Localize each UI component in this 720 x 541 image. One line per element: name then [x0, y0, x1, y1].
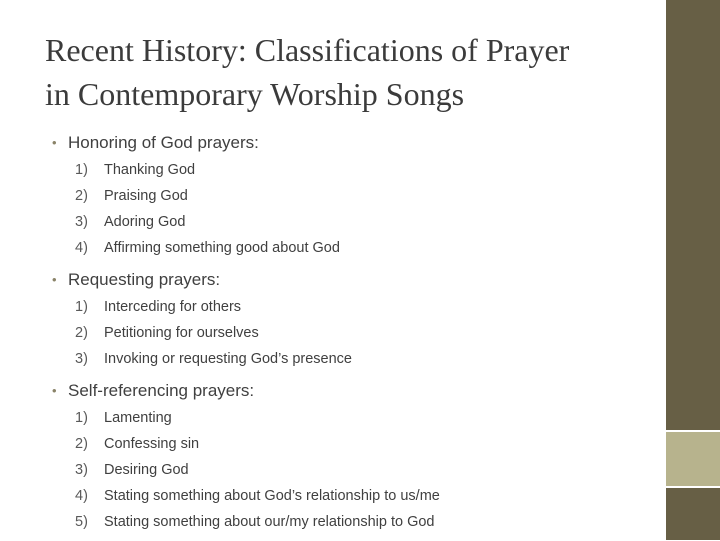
- sidebar-divider: [666, 486, 720, 488]
- item-text: Petitioning for ourselves: [104, 325, 259, 341]
- list-item: [52, 294, 652, 320]
- item-number: 2): [75, 325, 88, 341]
- section-heading: [52, 267, 652, 293]
- item-number: 3): [75, 462, 88, 478]
- item-number: 3): [75, 351, 88, 367]
- item-text: Affirming something good about God: [104, 240, 340, 256]
- list-item: [52, 405, 652, 431]
- list-item: [52, 235, 652, 261]
- item-list: [52, 294, 652, 372]
- item-list: [52, 157, 652, 261]
- list-item: [52, 209, 652, 235]
- list-item: [52, 346, 652, 372]
- item-text: Stating something about God’s relationship to us/me: [104, 488, 440, 504]
- bullet-icon: •: [52, 135, 57, 150]
- item-text: Thanking God: [104, 162, 196, 178]
- item-text: Adoring God: [104, 214, 186, 230]
- list-item: [52, 320, 652, 346]
- section-heading: [52, 130, 652, 156]
- slide-title-line-1: Recent History: Classifications of Prayer: [45, 32, 570, 68]
- bullet-icon: •: [52, 383, 57, 398]
- item-number: 3): [75, 214, 88, 230]
- list-item: [52, 457, 652, 483]
- section-heading-text: Honoring of God prayers:: [68, 133, 259, 152]
- list-item: [52, 157, 652, 183]
- item-number: 1): [75, 299, 88, 315]
- list-item: [52, 483, 652, 509]
- item-number: 2): [75, 188, 88, 204]
- sidebar-accent-block: [666, 432, 720, 486]
- item-text: Lamenting: [104, 410, 172, 426]
- item-number: 1): [75, 410, 88, 426]
- slide-title-line-2: in Contemporary Worship Songs: [45, 76, 465, 112]
- item-text: Invoking or requesting God’s presence: [104, 351, 352, 367]
- item-text: Desiring God: [104, 462, 189, 478]
- bullet-icon: •: [52, 272, 57, 287]
- section-heading: [52, 378, 652, 404]
- slide-content: [52, 130, 652, 541]
- list-item: [52, 509, 652, 535]
- section-heading-text: Self-referencing prayers:: [68, 381, 255, 400]
- item-text: Interceding for others: [104, 299, 242, 315]
- list-item: [52, 183, 652, 209]
- item-text: Stating something about our/my relationship to God: [104, 514, 435, 530]
- item-number: 4): [75, 240, 88, 256]
- item-number: 5): [75, 514, 88, 530]
- item-number: 4): [75, 488, 88, 504]
- section-heading-text: Requesting prayers:: [68, 270, 221, 289]
- item-text: Praising God: [104, 188, 188, 204]
- item-list: [52, 405, 652, 535]
- item-number: 2): [75, 436, 88, 452]
- slide-title: [45, 28, 645, 116]
- item-number: 1): [75, 162, 88, 178]
- list-item: [52, 431, 652, 457]
- item-text: Confessing sin: [104, 436, 200, 452]
